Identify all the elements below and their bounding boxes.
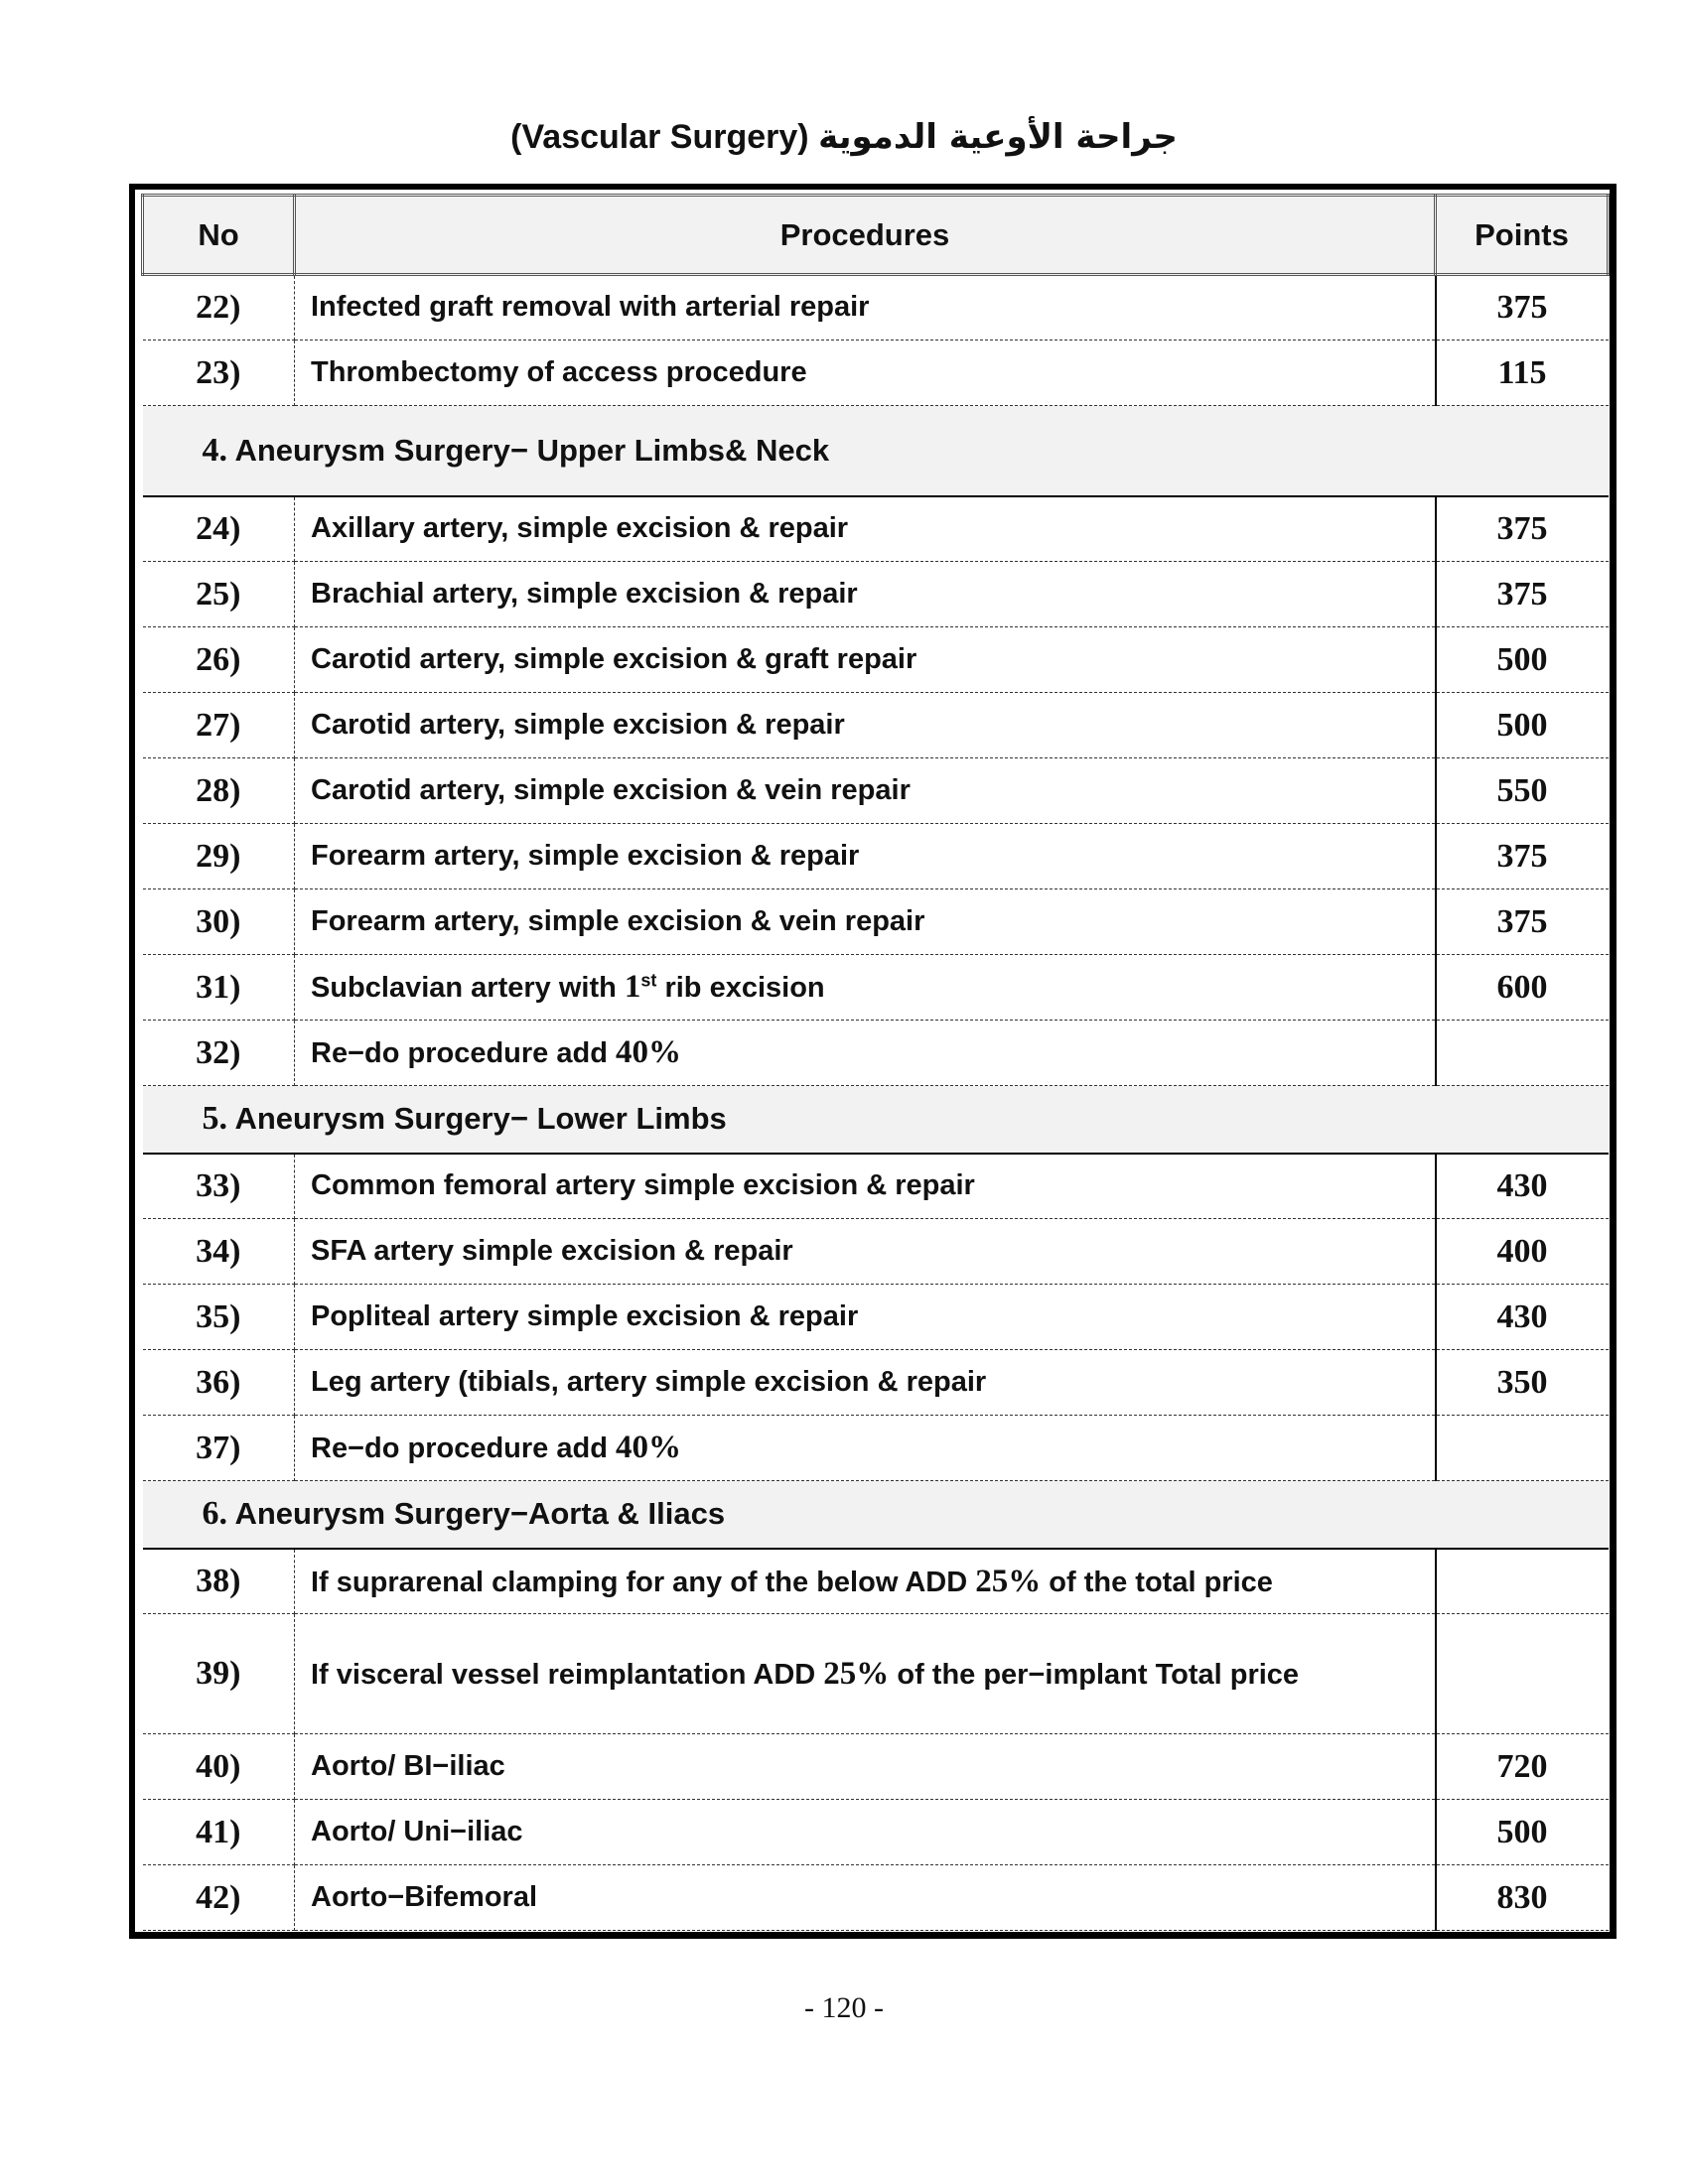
section-heading bbox=[143, 1481, 1609, 1549]
section-number: 4. bbox=[202, 431, 227, 469]
page-number: - 120 - bbox=[804, 1991, 884, 2024]
table-row bbox=[143, 1549, 1609, 1614]
procedure-number: 1 bbox=[624, 969, 641, 1006]
table-row bbox=[143, 1285, 1609, 1350]
procedure-name bbox=[295, 1350, 1436, 1416]
table-row bbox=[143, 341, 1609, 406]
procedure-name bbox=[295, 562, 1436, 627]
table-row bbox=[143, 758, 1609, 824]
procedure-number: 25% bbox=[975, 1563, 1042, 1599]
procedure-text: Forearm artery, simple excision & vein repair bbox=[311, 904, 925, 937]
points-value: 375 bbox=[1436, 562, 1609, 627]
points-value: 550 bbox=[1436, 758, 1609, 824]
procedure-text: Aorto/ Uni−iliac bbox=[311, 1815, 523, 1847]
row-number: 23) bbox=[143, 341, 295, 406]
points-value bbox=[1436, 1021, 1609, 1086]
ordinal-suffix: st bbox=[640, 970, 657, 991]
procedure-text: Brachial artery, simple excision & repair bbox=[311, 577, 858, 610]
procedure-name bbox=[295, 824, 1436, 889]
procedure-text: of the total price bbox=[1041, 1566, 1273, 1598]
procedure-text: Aorto−Bifemoral bbox=[311, 1880, 538, 1913]
procedure-name bbox=[295, 1800, 1436, 1865]
table-row bbox=[143, 1219, 1609, 1285]
table-row bbox=[143, 824, 1609, 889]
procedure-name bbox=[295, 758, 1436, 824]
points-value: 375 bbox=[1436, 824, 1609, 889]
procedure-text: Carotid artery, simple excision & vein repair bbox=[311, 773, 911, 806]
procedure-text: If suprarenal clamping for any of the below ADD bbox=[311, 1566, 976, 1598]
points-value: 375 bbox=[1436, 889, 1609, 955]
procedure-name bbox=[295, 341, 1436, 406]
table-row bbox=[143, 1800, 1609, 1865]
title-arabic: جراحة الأوعية الدموية bbox=[818, 117, 1178, 157]
procedures-table bbox=[141, 194, 1610, 1931]
table-row bbox=[143, 1021, 1609, 1086]
row-number: 34) bbox=[143, 1219, 295, 1285]
row-number: 30) bbox=[143, 889, 295, 955]
table-row bbox=[143, 496, 1609, 562]
points-value: 115 bbox=[1436, 341, 1609, 406]
table-row bbox=[143, 627, 1609, 693]
points-value: 500 bbox=[1436, 627, 1609, 693]
procedure-text: Aorto/ BI−iliac bbox=[311, 1749, 505, 1782]
points-value bbox=[1436, 1614, 1609, 1734]
points-value: 430 bbox=[1436, 1154, 1609, 1219]
title-english: (Vascular Surgery) bbox=[510, 118, 809, 156]
procedure-text: rib excision bbox=[656, 972, 825, 1005]
procedure-name bbox=[295, 1734, 1436, 1800]
procedure-number: 40% bbox=[615, 1034, 681, 1071]
row-number: 25) bbox=[143, 562, 295, 627]
procedure-text: of the per−implant Total price bbox=[889, 1658, 1300, 1691]
points-value bbox=[1436, 1416, 1609, 1481]
procedure-name bbox=[295, 1021, 1436, 1086]
section-label: Aneurysm Surgery−Aorta & Iliacs bbox=[234, 1496, 726, 1532]
row-number: 31) bbox=[143, 955, 295, 1021]
points-value: 600 bbox=[1436, 955, 1609, 1021]
row-number: 41) bbox=[143, 1800, 295, 1865]
page-title bbox=[0, 117, 1688, 157]
row-number: 24) bbox=[143, 496, 295, 562]
table-row bbox=[143, 1614, 1609, 1734]
procedure-name bbox=[295, 955, 1436, 1021]
procedure-text: Forearm artery, simple excision & repair bbox=[311, 839, 860, 872]
table-row bbox=[143, 1154, 1609, 1219]
points-value: 830 bbox=[1436, 1865, 1609, 1931]
table-row bbox=[143, 1734, 1609, 1800]
row-number: 36) bbox=[143, 1350, 295, 1416]
section-label: Aneurysm Surgery− Upper Limbs& Neck bbox=[234, 432, 830, 468]
table-row bbox=[143, 955, 1609, 1021]
procedure-name bbox=[295, 275, 1436, 341]
procedure-name bbox=[295, 1416, 1436, 1481]
row-number: 29) bbox=[143, 824, 295, 889]
row-number: 38) bbox=[143, 1549, 295, 1614]
row-number: 39) bbox=[143, 1614, 295, 1734]
points-value: 400 bbox=[1436, 1219, 1609, 1285]
procedure-name bbox=[295, 1865, 1436, 1931]
procedure-text: Common femoral artery simple excision & repair bbox=[311, 1169, 975, 1202]
points-value: 375 bbox=[1436, 275, 1609, 341]
row-number: 28) bbox=[143, 758, 295, 824]
table-row bbox=[143, 1865, 1609, 1931]
procedure-text: Subclavian artery with bbox=[311, 972, 625, 1005]
procedure-text: Leg artery (tibials, artery simple excision & repair bbox=[311, 1365, 987, 1398]
row-number: 42) bbox=[143, 1865, 295, 1931]
section-row bbox=[143, 406, 1609, 496]
row-number: 35) bbox=[143, 1285, 295, 1350]
procedure-name bbox=[295, 1219, 1436, 1285]
row-number: 22) bbox=[143, 275, 295, 341]
table-row bbox=[143, 275, 1609, 341]
row-number: 37) bbox=[143, 1416, 295, 1481]
table-row bbox=[143, 1350, 1609, 1416]
section-number: 6. bbox=[202, 1495, 227, 1533]
points-value bbox=[1436, 1549, 1609, 1614]
points-value: 500 bbox=[1436, 1800, 1609, 1865]
procedure-name bbox=[295, 1614, 1436, 1734]
points-value: 500 bbox=[1436, 693, 1609, 758]
procedure-text: Thrombectomy of access procedure bbox=[311, 355, 807, 388]
table-row bbox=[143, 1416, 1609, 1481]
points-value: 350 bbox=[1436, 1350, 1609, 1416]
section-label: Aneurysm Surgery− Lower Limbs bbox=[234, 1101, 727, 1137]
section-number: 5. bbox=[202, 1100, 227, 1138]
points-value: 375 bbox=[1436, 496, 1609, 562]
procedure-text: If visceral vessel reimplantation ADD bbox=[311, 1658, 824, 1691]
procedure-name bbox=[295, 693, 1436, 758]
section-row bbox=[143, 1086, 1609, 1154]
procedure-name bbox=[295, 889, 1436, 955]
header-points: Points bbox=[1436, 196, 1609, 275]
procedure-text: Re−do procedure add bbox=[311, 1433, 616, 1465]
section-heading bbox=[143, 1086, 1609, 1154]
row-number: 40) bbox=[143, 1734, 295, 1800]
header-no: No bbox=[143, 196, 295, 275]
row-number: 27) bbox=[143, 693, 295, 758]
procedure-text: Popliteal artery simple excision & repair bbox=[311, 1299, 859, 1332]
procedure-text: SFA artery simple excision & repair bbox=[311, 1234, 793, 1267]
table-row bbox=[143, 693, 1609, 758]
procedure-name bbox=[295, 1549, 1436, 1614]
points-value: 720 bbox=[1436, 1734, 1609, 1800]
row-number: 33) bbox=[143, 1154, 295, 1219]
procedure-name bbox=[295, 1285, 1436, 1350]
procedure-name bbox=[295, 1154, 1436, 1219]
table-row bbox=[143, 889, 1609, 955]
row-number: 26) bbox=[143, 627, 295, 693]
table-header bbox=[143, 196, 1609, 275]
procedure-number: 25% bbox=[823, 1655, 890, 1692]
row-number: 32) bbox=[143, 1021, 295, 1086]
section-row bbox=[143, 1481, 1609, 1549]
procedure-text: Infected graft removal with arterial repair bbox=[311, 291, 870, 324]
procedure-name bbox=[295, 627, 1436, 693]
procedure-text: Re−do procedure add bbox=[311, 1037, 616, 1070]
header-procedures: Procedures bbox=[295, 196, 1436, 275]
procedure-name bbox=[295, 496, 1436, 562]
procedure-number: 40% bbox=[615, 1430, 681, 1466]
section-heading bbox=[143, 406, 1609, 496]
table-row bbox=[143, 562, 1609, 627]
procedure-text: Carotid artery, simple excision & graft repair bbox=[311, 642, 917, 675]
points-value: 430 bbox=[1436, 1285, 1609, 1350]
procedure-text: Axillary artery, simple excision & repair bbox=[311, 512, 849, 545]
procedure-text: Carotid artery, simple excision & repair bbox=[311, 708, 845, 741]
